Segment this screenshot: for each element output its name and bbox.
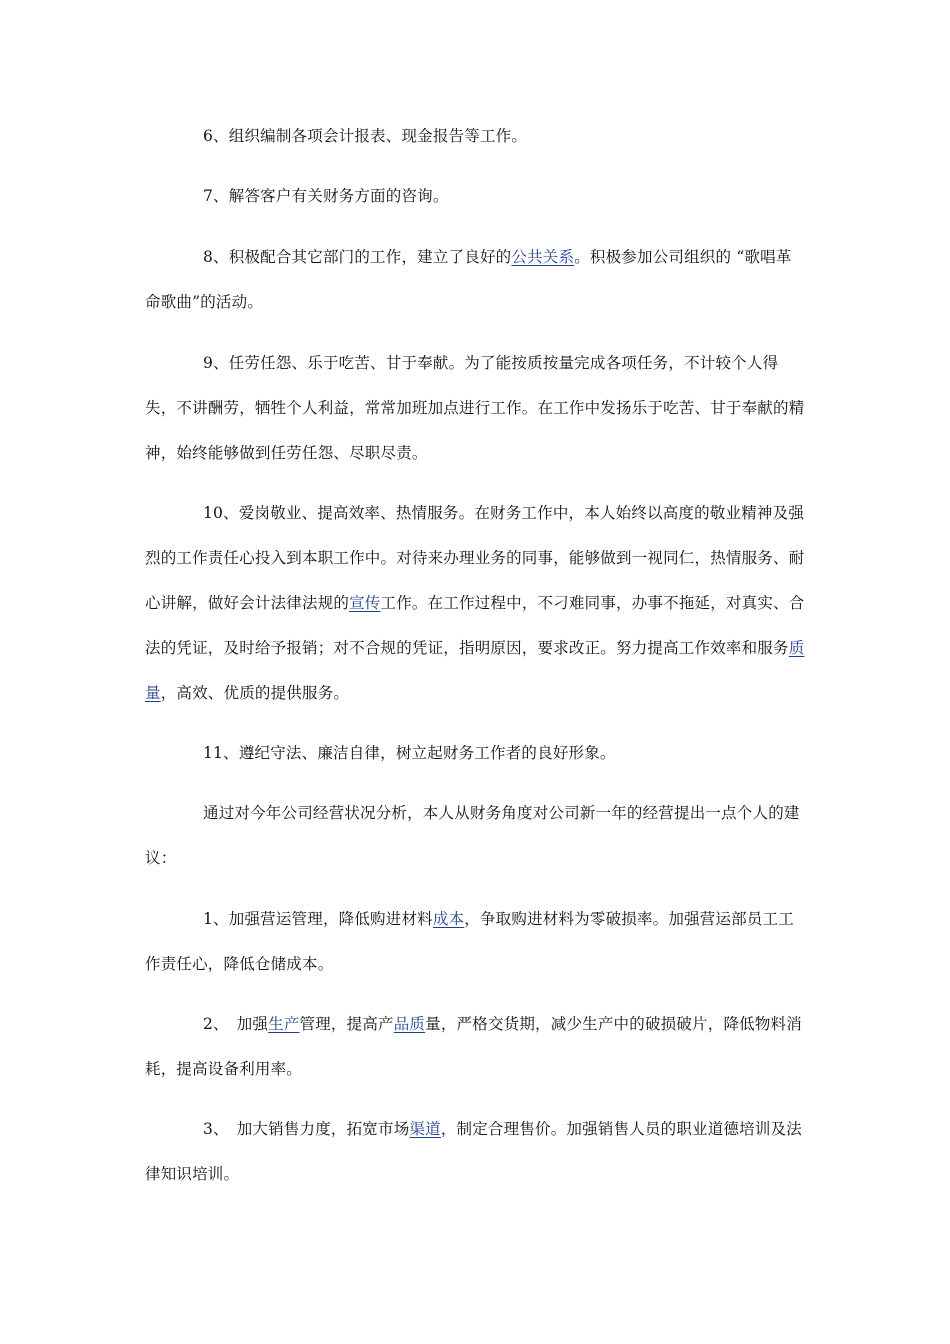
paragraph-text: 9、任劳任怨、乐于吃苦、甘于奉献。为了能按质按量完成各项任务，不计较个人得失，不讲酬劳，牺牲个人利益，常常加班加点进行工作。在工作中发扬乐于吃苦、甘于奉献的精神，始终能够做到任劳任怨、尽职尽责。: [145, 354, 805, 462]
inline-link[interactable]: 公共关系: [511, 248, 575, 266]
suggestion-item-1: [145, 897, 805, 987]
paragraph-text: 1、加强营运管理，降低购进材料: [203, 910, 433, 928]
paragraph-item-11: [145, 731, 805, 776]
paragraph-item-10: [145, 491, 805, 716]
paragraph-text: 。积极参加公司组织的 “歌唱革命歌曲”的活动。: [145, 248, 792, 311]
paragraph-text: 11、遵纪守法、廉洁自律，树立起财务工作者的良好形象。: [203, 744, 616, 762]
paragraph-text: ，高效、优质的提供服务。: [160, 684, 350, 702]
inline-link[interactable]: 渠道: [409, 1120, 441, 1138]
paragraph-text: ，争取购进材料为零破损率。加强营运部员工工作责任心，降低仓储成本。: [145, 910, 794, 973]
paragraph-text: 量，严格交货期，减少生产中的破损破片，降低物料消耗，提高设备利用率。: [145, 1015, 802, 1078]
paragraph-text: 工作。在工作过程中，不刁难同事，办事不拖延，对真实、合法的凭证，及时给予报销；对不合规的凭证，指明原因，要求改正。努力提高工作效率和服务: [145, 594, 805, 657]
paragraph-text: 管理，提高产: [299, 1015, 394, 1033]
paragraph-text: 通过对今年公司经营状况分析，本人从财务角度对公司新一年的经营提出一点个人的建议：: [145, 804, 800, 867]
inline-link[interactable]: 质量: [145, 639, 805, 702]
paragraph-item-7: [145, 174, 805, 219]
inline-link[interactable]: 宣传: [349, 594, 381, 612]
paragraph-text: 7、解答客户有关财务方面的咨询。: [203, 187, 449, 205]
paragraph-item-6: [145, 114, 805, 159]
inline-link[interactable]: 成本: [432, 910, 465, 928]
paragraph-text: 8、积极配合其它部门的工作，建立了良好的: [203, 248, 512, 266]
paragraph-text: 10、爱岗敬业、提高效率、热情服务。在财务工作中，本人始终以高度的敬业精神及强烈的工作责任心投入到本职工作中。对待来办理业务的同事，能够做到一视同仁，热情服务、耐心讲解，做好会计法律法规的: [145, 504, 805, 612]
paragraph-item-8: [145, 235, 805, 325]
inline-link[interactable]: 生产: [268, 1015, 300, 1033]
paragraph-text: 2、 加强: [203, 1015, 269, 1033]
paragraph-summary: [145, 791, 805, 881]
paragraph-text: 6、组织编制各项会计报表、现金报告等工作。: [203, 127, 528, 145]
suggestion-item-3: [145, 1107, 805, 1197]
paragraph-item-9: [145, 341, 805, 476]
paragraph-text: ，制定合理售价。加强销售人员的职业道德培训及法律知识培训。: [145, 1120, 802, 1183]
inline-link[interactable]: 品质: [393, 1015, 426, 1033]
paragraph-text: 3、 加大销售力度，拓宽市场: [203, 1120, 410, 1138]
suggestion-item-2: [145, 1002, 805, 1092]
